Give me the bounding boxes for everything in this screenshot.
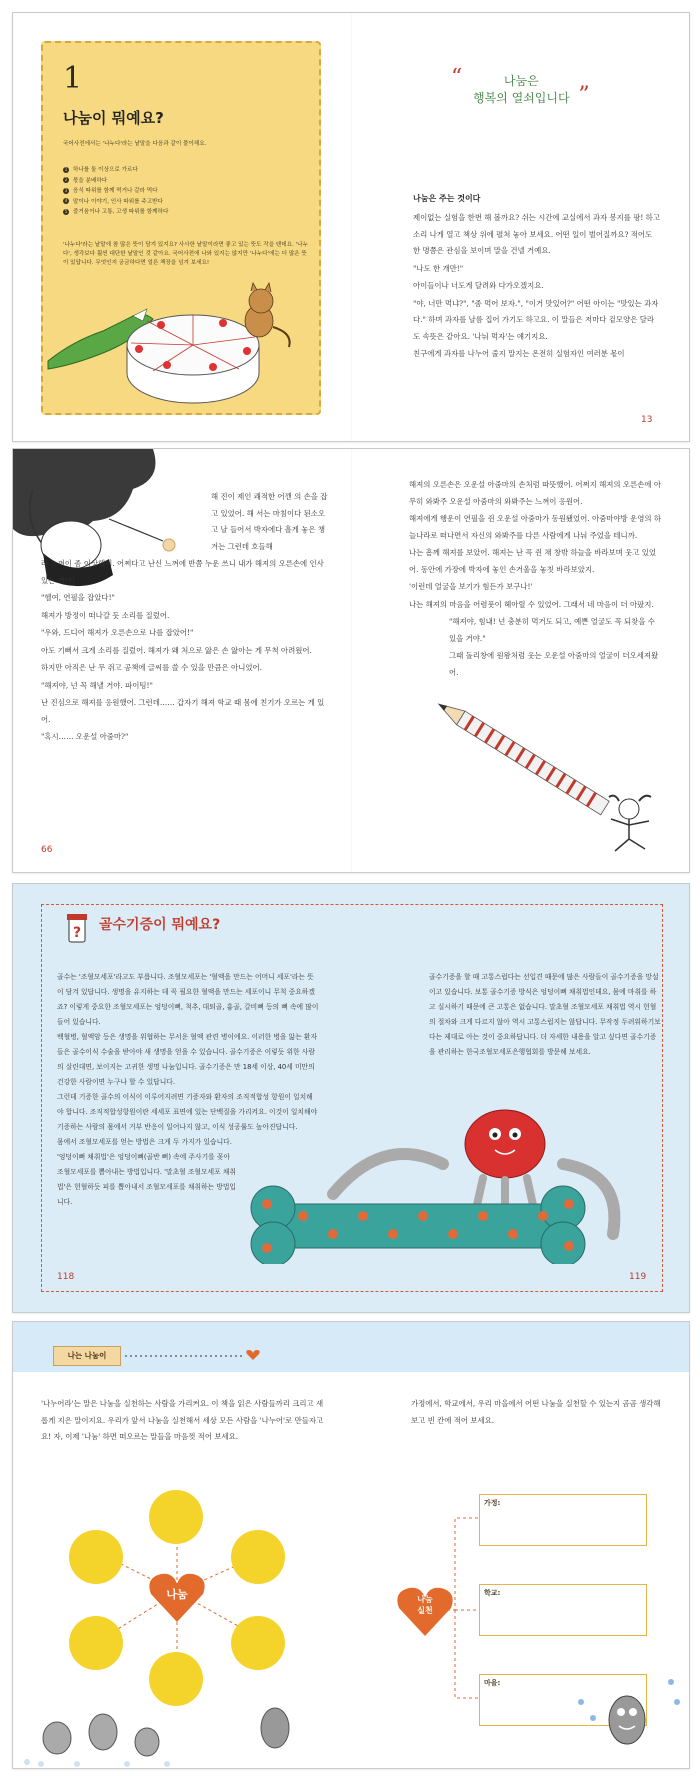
paragraph: 그런데 기증한 골수의 이식이 이루어지려면 기증자와 환자의 조직적합성 항원이 일치해야 합니다. 조직적합성항원이란 세세포 표면에 있는 단백질을 가리켜요. 이것이 일치해야 기증하는 사람의 몸에서 거부 반응이 일어나지 않고, 이식 성공률도 높아진답니다. (57, 1093, 318, 1131)
page-number-left: 118 (57, 1272, 75, 1282)
body-text-right (429, 970, 661, 1060)
definition-list (63, 165, 168, 218)
list-item (63, 176, 168, 187)
list-number: 2 (64, 177, 68, 182)
chapter-intro-box (41, 41, 321, 415)
body-text-left (41, 489, 331, 747)
word-blob[interactable] (231, 1530, 285, 1584)
paragraph: "야, 너만 먹냐?", "좀 먹어 보자.", "이거 맛있어?" 어떤 아이는 "맛있는 과자다." 하며 과자를 날름 집어 가기도 하고요. 이 말들은 저마다 겉모양은 달라도 속뜻은 같아요. '나눠 먹자'는 얘기지요. (413, 298, 659, 341)
spread-activity (12, 1321, 690, 1769)
heart-center-label: 나눔 (166, 1588, 188, 1601)
body-text-left: '나누어라'는 말은 나눔을 실천하는 사람을 가리켜요. 이 책을 읽은 사람들까리 크리고 새롭게 지은 말이지요. 우리가 앞서 나눔을 실천해서 세상 모든 사람을 '나누어'로 만들자고요! 자, 이제 '나눔' 하면 떠오르는 말들을 마음껏 적어 보세요. (41, 1399, 324, 1441)
chapter-paragraph: '나누다'라는 낱말에 참 많은 뜻이 담겨 있지요? 사사한 낱말이라면 좋고 있는 뜻도 작을 텐데요. '나누다', 생각보다 훨씬 대단한 낱말인 것 같아요. 국어사전에 나와 있지는 않지만 '나누다'에는 더 많은 뜻이 있답니다. 무엇인지 궁금하다면 얼른 책장을 넘겨 보세요! (63, 242, 308, 266)
pencil-illustration (405, 689, 665, 859)
list-text: 말이나 이야기, 인사 따위를 주고받다 (73, 198, 163, 205)
list-text: 하나를 둘 이상으로 가르다 (73, 167, 138, 173)
section-title: 나눔은 주는 것이다 (413, 194, 481, 203)
paragraph: 해 진이 제인 쾌적한 어깬 의 손을 잡고 있었어. 해 서는 마침이다 된소오고 날 들어서 박자에다 흘게 놓은 챙겨는 그런데 호들해 (211, 492, 328, 551)
svg-text:?: ? (72, 925, 82, 941)
list-number: 3 (64, 187, 68, 193)
question-jar-icon (63, 912, 91, 944)
body-text-right (409, 477, 661, 682)
page-number-right: 119 (629, 1272, 647, 1282)
list-number: 5 (64, 208, 68, 214)
spread-chapter-1 (12, 12, 690, 442)
home-label: 가정: (484, 1499, 501, 1507)
word-blob[interactable] (69, 1530, 123, 1584)
paragraph: 몸에서 조혈모세포를 얻는 방법은 크게 두 가지가 있습니다. '엉덩이뼈 채취법'은 엉덩이뼈(골반 뼈) 속에 주사기를 꽂아 조혈모세포를 뽑아내는 방법입니다. '말초혈 조혈모세포 채취법'은 헌혈하듯 피를 뽑아내서 조혈모세포를 채취하는 방법입니다. (57, 1138, 236, 1206)
school-write-box[interactable] (479, 1584, 647, 1636)
quote-close-mark: ” (578, 83, 590, 108)
list-number: 4 (64, 198, 68, 203)
paragraph: "나도 한 개만!" (413, 263, 464, 273)
page-number: 66 (41, 845, 53, 855)
paragraph: 라 느껴이 좀 이상했어. 어쩌다고 난신 느껴에 반쯤 누운 쓰니 내가 해져의 오른손에 인사 있는 거야! (41, 559, 324, 585)
word-blob[interactable] (149, 1490, 203, 1544)
page-number: 13 (641, 415, 653, 425)
heart-practice-line-2: 실천 (417, 1606, 433, 1615)
list-text: 음식 따위를 함께 먹거나 갈라 먹다 (73, 188, 158, 194)
paragraph: 아도 기뻐서 크게 소리를 질렀어. 해져가 왜 처으로 앓은 손 앓아는 게 무척 아려웠어. (41, 645, 312, 655)
list-number: 1 (64, 166, 68, 172)
paragraph: 해져의 오른손은 오운설 아줌마의 손처럼 따뜻했어. 어쩌지 해져의 오른손에 아무히 와봐주 오운설 아줌마의 와봐주는 느껴이 응원어. (409, 480, 661, 506)
dotted-line-heart (125, 1346, 265, 1366)
town-label: 마을: (484, 1679, 501, 1687)
bone-illustration (243, 1104, 663, 1264)
paragraph: 해져에게 행운이 연필을 쥔 오운설 아줌마가 동원됐었어. 아줌마야방 운영의 하늘나라로 떠나면서 자신의 와봐주를 다른 사람에게 나눠 주었을 테니까. (409, 514, 661, 540)
creatures-left (17, 1688, 307, 1768)
cake-illustration (43, 261, 319, 421)
spread-info-bone-marrow (12, 883, 690, 1313)
activity-tag: 나는 나눔이 (53, 1346, 121, 1366)
paragraph: 해져가 방정이 떠나갈 듯 소리를 질렀어. (41, 610, 170, 620)
paragraph: 나는 흠께 해져를 보았어. 해져는 난 꼭 쥔 채 창밖 하늘을 바라보며 웃고 있었어. 동안에 가장에 박자에 놓인 손거울을 놓칫 바라보았지. (409, 548, 657, 574)
chapter-intro-text: 국어사전에서는 '나누다'라는 낱말을 다음과 같이 풀이해요. (63, 141, 207, 147)
paragraph: 난 진심으로 해져를 응원했어. 그런데…… 갑자기 해져 학교 때 몸에 친기가 오르는 게 있어. (41, 698, 325, 724)
paragraph: 그때 돌리창에 원왕처럼 웃는 오운설 아줌마의 얼굴이 더오세져왔어. (449, 651, 659, 677)
paragraph: 나는 해져의 마음을 어렴풋이 헤아릴 수 있었어. 그래서 네 마음이 더 아팠지. (409, 599, 654, 609)
list-item (63, 207, 168, 218)
paragraph: 제이없는 실험을 한번 해 볼까요? 쉬는 시간에 교실에서 과자 봉지를 팡! 하고 소리 나게 열고 책상 위에 펼쳐 놓아 보세요. 어떤 일이 벌어질까요? 적어도 한 명쯤은 관심을 보이며 말을 건넬 거예요. (413, 213, 660, 255)
paragraph: 골수는 '조혈모세포'라고도 부릅니다. 조혈모세포는 '혈액을 만드는 어머니 세포'라는 뜻이 담겨 있답니다. 생명을 유지하는 데 꼭 필요한 혈액을 만드는 세포이니 무척 중요하겠죠? 이렇게 중요한 조혈모세포는 엉덩이뼈, 척추, 대퇴골, 흉골, 갈비뼈 등의 뼈 속에 많이 들어 있습니다. (57, 973, 319, 1026)
paragraph: "우와, 드디어 해져가 오른손으로 나를 잡았어!" (41, 628, 194, 637)
paragraph: "헬여, 연필을 잡았다!" (41, 593, 115, 602)
spread-story (12, 448, 690, 873)
home-write-box[interactable] (479, 1494, 647, 1546)
quote-line-2: 행복의 열쇠입니다 (473, 91, 570, 105)
cake-drawing (127, 315, 259, 403)
school-label: 학교: (484, 1589, 501, 1597)
gutter (351, 13, 352, 441)
quote-open-mark: “ (451, 65, 463, 90)
paragraph: 하지만 아직은 난 무 쥐고 공책에 글씨를 쓸 수 있을 만큼은 아니었어. (41, 663, 262, 672)
quote-heading (451, 65, 590, 108)
quote-line-1: 나눔은 (503, 74, 539, 88)
list-item (63, 186, 168, 197)
body-text-right: 가정에서, 학교에서, 우리 마을에서 어떤 나눔을 실천할 수 있는지 곰곰 생각해 보고 빈 칸에 적어 보세요. (411, 1399, 661, 1425)
body-text-right (413, 210, 661, 364)
list-item (63, 197, 168, 208)
paragraph: "해져야, 넌 꼭 해낼 거야. 파이팅!" (41, 680, 153, 690)
gutter (351, 449, 352, 872)
word-blob[interactable] (231, 1616, 285, 1670)
list-text: 즐거움이나 고통, 고생 따위를 함께하다 (73, 209, 169, 215)
paragraph: 백혈병, 혈액암 등은 생명을 위협하는 무서운 혈액 관련 병이에요. 이러한 병을 앓는 환자들은 골수이식 수술을 받아야 새 생명을 얻을 수 있습니다. 골수기증은 이렇듯 위한 사람의 살린대면, 보이지는 고귀한 생명 나눔입니다. 골수기증은 만 18세 이상, 40세 미만의 건강한 사람이면 누구나 할 수 있답니다. (57, 1033, 318, 1086)
list-text: 몫을 분배하다 (73, 177, 108, 184)
chapter-number: 1 (63, 61, 83, 96)
jumping-girl-drawing (609, 796, 651, 851)
paragraph: '이런데 얼굴을 보기가 힘든가 보구나!' (409, 582, 533, 591)
paragraph: "해져야, 힘내! 넌 충분히 먹거도 되고, 예쁜 얼굴도 꼭 되찾을 수 있을 거야." (449, 617, 655, 643)
paragraph: 아이들이나 너도게 달려와 다가오겠지요. (413, 281, 544, 290)
section-title: 골수기증이 뭐예요? (99, 917, 221, 933)
chapter-title: 나눔이 뭐예요? (63, 109, 164, 127)
connector-lines (431, 1504, 481, 1704)
paragraph: 골수기증을 할 때 고통스럽다는 선입견 때문에 많은 사람들이 골수기증을 망설이고 있습니다. 보통 골수기증 방식은 엉덩이뼈 채취법인데요, 몸에 마취를 하고 실시하기 때문에 큰 고통은 없습니다. 말초혈 조혈모세포 채취법 역시 헌혈의 절차와 크게 다르지 않아 역시 고통스럽지는 않답니다. 무작정 두려워하기보다는 제대로 아는 것이 중요하답니다. 더 자세한 내용을 알고 싶다면 골수기증을 관리하는 한국조혈모세포은행협회를 방문해 보세요. (429, 973, 661, 1056)
heart-practice-line-1: 나눔 (417, 1595, 433, 1604)
word-blob[interactable] (69, 1616, 123, 1670)
paragraph: "혹시…… 오운설 아줌마?" (41, 732, 129, 741)
creature-right (567, 1662, 687, 1752)
paragraph: 친구에게 과자를 나누어 줄지 말지는 온전히 실험자인 여러분 몫이 (413, 349, 625, 358)
list-item (63, 165, 168, 176)
